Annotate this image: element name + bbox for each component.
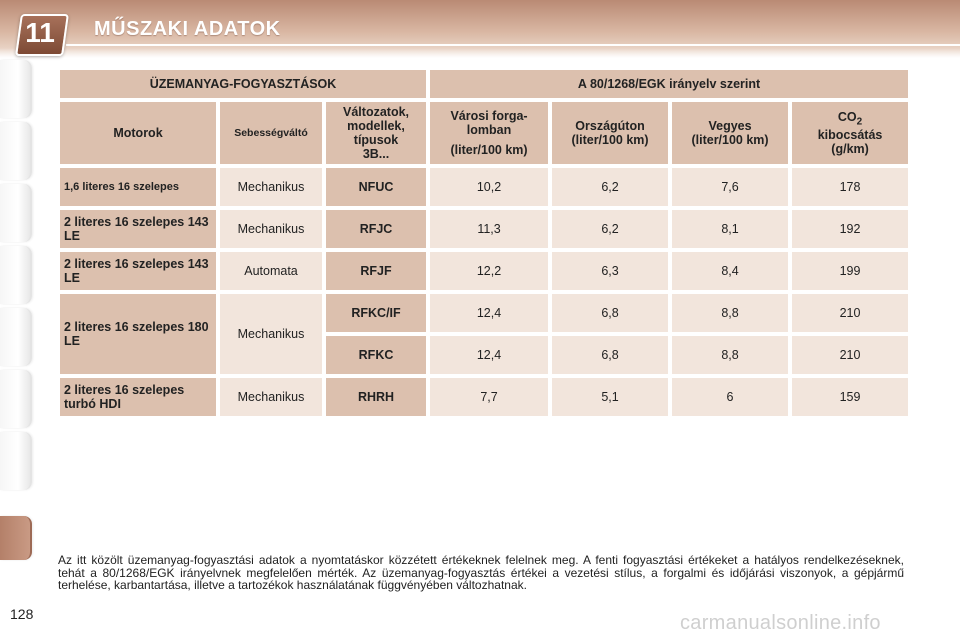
engine-cell: 2 literes 16 szelepes 180 LE	[60, 294, 216, 374]
header-divider	[66, 44, 960, 46]
column-header-combined-line2: (liter/100 km)	[691, 133, 769, 147]
page-title: MŰSZAKI ADATOK	[94, 18, 281, 40]
column-header-extra-urban-line2: (liter/100 km)	[571, 133, 649, 147]
table-row	[60, 294, 908, 332]
header-fuel-consumption: ÜZEMANYAG-FOGYASZTÁSOK	[60, 70, 426, 98]
table-row	[60, 252, 908, 290]
extra-urban-cell: 6,8	[552, 294, 668, 332]
fuel-consumption-note: Az itt közölt üzemanyag-fogyasztási adatok a nyomtatáskor közzétett értékeknek felelnek meg. A fenti fogyasztási értékeket a hatályos rendelkezéseknek, tehát a 80/1268/EGK irányelvnek megfelelően mérték. Az üzemanyag-fogyasztás értékei a vezetési stílus, a forgalmi és időjárási viszonyok, a gépjármű terhelése, karbantartása, illetve a tartozékok használatának függvényében változhatnak.	[58, 553, 904, 592]
gearbox-cell: Mechanikus	[220, 378, 322, 416]
column-header-urban-line1: Városi forga-lomban	[450, 109, 528, 137]
table-row	[60, 168, 908, 206]
chapter-tab-active[interactable]	[0, 516, 32, 560]
column-header-extra-urban-line1: Országúton	[575, 119, 645, 133]
header-directive: A 80/1268/EGK irányelv szerint	[430, 70, 908, 98]
gearbox-cell: Mechanikus	[220, 294, 322, 374]
fuel-consumption-table	[56, 66, 912, 420]
column-header-co2-line2: kibocsátás	[817, 127, 883, 142]
engine-cell: 2 literes 16 szelepes 143 LE	[60, 210, 216, 248]
co2-symbol: CO	[837, 110, 857, 125]
extra-urban-cell: 6,8	[552, 336, 668, 374]
combined-cell: 8,1	[672, 210, 788, 248]
type-code-cell: RFKC	[326, 336, 426, 374]
engine-cell: 2 literes 16 szelepes turbó HDI	[60, 378, 216, 416]
chapter-number: 11	[25, 17, 55, 48]
urban-cell: 10,2	[430, 168, 548, 206]
column-header-types-line1: Változatok, modellek, típusok	[343, 105, 410, 147]
type-code-cell: RFKC/IF	[326, 294, 426, 332]
column-header-engines: Motorok	[60, 102, 216, 164]
column-header-urban-line2: (liter/100 km)	[450, 143, 528, 157]
header-fade	[0, 48, 960, 58]
co2-subscript: 2	[856, 116, 863, 128]
column-header-co2-line1	[796, 110, 904, 128]
table-row	[60, 378, 908, 416]
gearbox-cell: Mechanikus	[220, 168, 322, 206]
combined-cell: 8,8	[672, 336, 788, 374]
combined-cell: 7,6	[672, 168, 788, 206]
urban-cell: 12,2	[430, 252, 548, 290]
chapter-tab[interactable]	[0, 184, 32, 242]
co2-cell: 199	[792, 252, 908, 290]
column-header-urban	[430, 102, 548, 164]
column-header-types	[326, 102, 426, 164]
chapter-tab[interactable]	[0, 308, 32, 366]
engine-cell: 2 literes 16 szelepes 143 LE	[60, 252, 216, 290]
urban-cell: 12,4	[430, 336, 548, 374]
column-header-combined-line1: Vegyes	[708, 119, 752, 133]
gearbox-cell: Mechanikus	[220, 210, 322, 248]
engine-cell: 1,6 literes 16 szelepes	[60, 168, 216, 206]
co2-cell: 159	[792, 378, 908, 416]
type-code-cell: RFJF	[326, 252, 426, 290]
extra-urban-cell: 6,2	[552, 168, 668, 206]
chapter-tab[interactable]	[0, 370, 32, 428]
combined-cell: 8,4	[672, 252, 788, 290]
chapter-tab[interactable]	[0, 122, 32, 180]
combined-cell: 8,8	[672, 294, 788, 332]
co2-cell: 210	[792, 294, 908, 332]
extra-urban-cell: 6,3	[552, 252, 668, 290]
column-header-co2	[792, 102, 908, 164]
co2-cell: 178	[792, 168, 908, 206]
column-header-co2-line3: (g/km)	[831, 141, 869, 156]
extra-urban-cell: 5,1	[552, 378, 668, 416]
watermark: carmanualsonline.info	[680, 612, 881, 634]
chapter-tab[interactable]	[0, 60, 32, 118]
column-header-gearbox: Sebességváltó	[220, 102, 322, 164]
urban-cell: 12,4	[430, 294, 548, 332]
column-header-extra-urban	[552, 102, 668, 164]
table-row	[60, 210, 908, 248]
page-number: 128	[10, 606, 34, 622]
gearbox-cell: Automata	[220, 252, 322, 290]
type-code-cell: RHRH	[326, 378, 426, 416]
chapter-tab[interactable]	[0, 246, 32, 304]
co2-cell: 192	[792, 210, 908, 248]
combined-cell: 6	[672, 378, 788, 416]
column-header-combined	[672, 102, 788, 164]
co2-cell: 210	[792, 336, 908, 374]
type-code-cell: RFJC	[326, 210, 426, 248]
type-code-cell: NFUC	[326, 168, 426, 206]
column-header-types-line2: 3B...	[362, 147, 390, 161]
chapter-tab[interactable]	[0, 432, 32, 490]
urban-cell: 7,7	[430, 378, 548, 416]
urban-cell: 11,3	[430, 210, 548, 248]
chapter-tabs	[0, 60, 34, 600]
extra-urban-cell: 6,2	[552, 210, 668, 248]
